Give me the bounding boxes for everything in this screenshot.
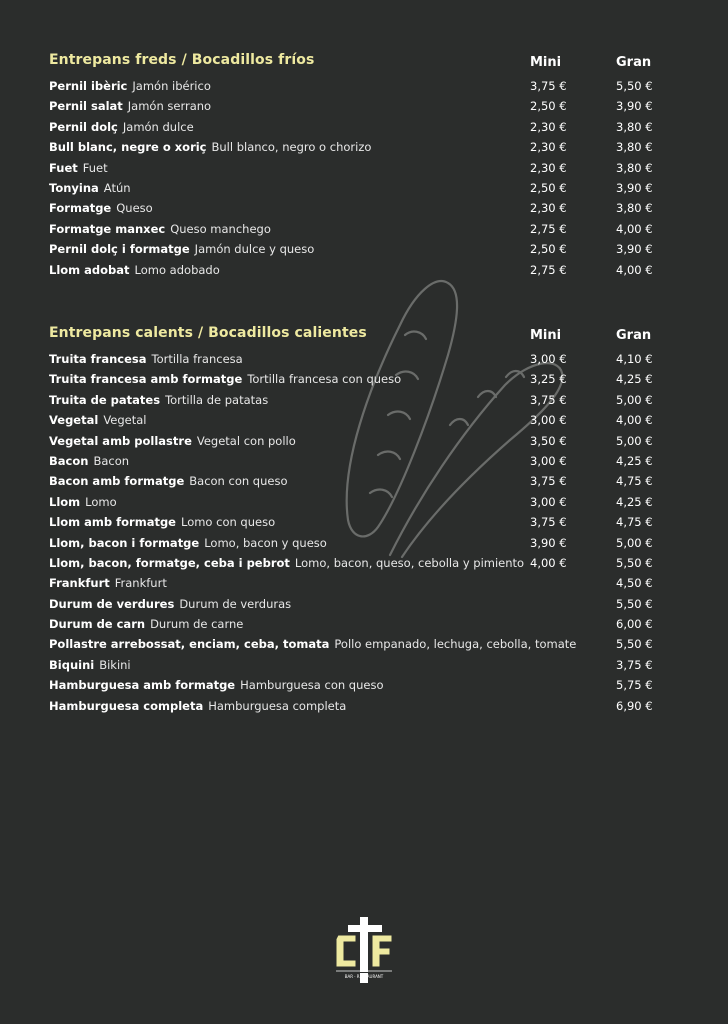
item-gran-price: 4,25 € (616, 453, 653, 468)
item-gran-price: 5,50 € (616, 596, 653, 611)
hot-gran-header: Gran (616, 328, 652, 343)
menu-item-row (49, 349, 669, 369)
menu-item-row (49, 655, 669, 675)
item-name: Tonyina (49, 180, 99, 195)
item-name: Pernil ibèric (49, 79, 128, 93)
item-mini-price: 3,75 € (530, 515, 567, 530)
item-name: Llom, bacon, formatge, ceba i pebrot (49, 555, 290, 570)
item-gran-price: 3,80 € (616, 140, 653, 155)
item-mini-price: 3,75 € (530, 392, 567, 407)
item-gran-price: 5,75 € (616, 678, 653, 693)
item-name: Llom (49, 494, 81, 509)
item-translation: Hamburguesa completa (208, 698, 347, 713)
menu-item-row (49, 431, 669, 451)
item-mini-price: 3,00 € (530, 494, 567, 509)
menu-item-row (49, 260, 669, 280)
item-gran-price: 6,90 € (616, 698, 653, 713)
item-mini-price: 3,50 € (530, 433, 567, 448)
item-mini-price: 2,30 € (530, 119, 567, 134)
item-name: Formatge (49, 201, 112, 216)
menu-item-row (49, 634, 669, 654)
item-gran-price: 4,10 € (616, 352, 653, 366)
item-translation: Tortilla francesa (151, 352, 243, 366)
item-gran-price: 4,00 € (616, 221, 653, 236)
item-translation: Jamón dulce y queso (194, 242, 315, 257)
menu-item-row (49, 198, 669, 218)
item-name: Frankfurt (49, 576, 110, 591)
item-translation: Atún (103, 180, 131, 195)
item-gran-price: 3,90 € (616, 242, 653, 257)
item-gran-price: 4,25 € (616, 372, 653, 387)
item-mini-price: 2,50 € (530, 242, 567, 257)
cold-items-list (49, 76, 669, 280)
item-mini-price: 3,75 € (530, 474, 567, 489)
item-name: Hamburguesa amb formatge (49, 678, 236, 693)
item-gran-price: 4,50 € (616, 576, 653, 591)
item-gran-price: 5,00 € (616, 392, 653, 407)
menu-item-row (49, 533, 669, 553)
item-mini-price: 2,30 € (530, 201, 567, 216)
item-translation: Bacon (93, 453, 130, 468)
item-name: Bull blanc, negre o xoriç (49, 140, 207, 155)
item-name: Formatge manxec (49, 221, 166, 236)
menu-item-row (49, 614, 669, 634)
item-translation: Lomo con queso (180, 515, 276, 530)
menu-item-row (49, 573, 669, 593)
menu-item-row (49, 178, 669, 198)
menu-item-row (49, 553, 669, 573)
hot-section-header (49, 325, 669, 349)
item-name: Bacon amb formatge (49, 474, 185, 489)
item-translation: Lomo (85, 494, 117, 509)
item-mini-price: 3,90 € (530, 535, 567, 550)
item-translation: Queso manchego (170, 221, 271, 236)
item-gran-price: 5,50 € (616, 555, 653, 570)
item-name: Hamburguesa completa (49, 698, 204, 713)
menu-item-row (49, 410, 669, 430)
item-translation: Fuet (82, 160, 108, 175)
cold-mini-header: Mini (530, 55, 562, 70)
hot-items-list (49, 349, 669, 716)
menu-item-row (49, 117, 669, 137)
item-gran-price: 3,90 € (616, 99, 653, 114)
item-gran-price: 4,75 € (616, 474, 653, 489)
menu-item-row (49, 369, 669, 389)
item-gran-price: 5,00 € (616, 535, 653, 550)
item-name: Pernil dolç i formatge (49, 242, 190, 257)
item-gran-price: 4,25 € (616, 494, 653, 509)
item-name: Durum de carn (49, 617, 146, 632)
cold-sandwiches-section (49, 52, 669, 280)
item-gran-price: 5,00 € (616, 433, 653, 448)
item-translation: Jamón serrano (127, 99, 212, 114)
item-translation: Jamón dulce (122, 119, 194, 134)
menu-item-row (49, 239, 669, 259)
item-gran-price: 3,75 € (616, 657, 653, 672)
item-translation: Tortilla francesa con queso (247, 372, 402, 387)
item-name: Biquini (49, 657, 95, 672)
item-name: Vegetal amb pollastre (49, 433, 192, 448)
item-gran-price: 4,00 € (616, 413, 653, 428)
item-name: Llom, bacon i formatge (49, 535, 200, 550)
item-translation: Bikini (99, 657, 131, 672)
item-mini-price: 2,75 € (530, 221, 567, 236)
item-name: Fuet (49, 160, 78, 175)
menu-item-row (49, 96, 669, 116)
menu-item-row (49, 219, 669, 239)
item-gran-price: 4,75 € (616, 515, 653, 530)
ctf-logo-icon (330, 915, 398, 985)
item-name: Vegetal (49, 413, 99, 428)
item-translation: Bull blanco, negro o chorizo (211, 140, 372, 155)
item-mini-price: 3,00 € (530, 413, 567, 428)
item-translation: Lomo, bacon, queso, cebolla y pimiento (294, 555, 525, 570)
item-translation: Queso (116, 201, 153, 216)
item-mini-price: 3,75 € (530, 79, 567, 93)
item-name: Llom adobat (49, 262, 130, 277)
item-gran-price: 5,50 € (616, 637, 653, 652)
item-mini-price: 4,00 € (530, 555, 567, 570)
menu-item-row (49, 137, 669, 157)
item-translation: Durum de carne (150, 617, 244, 632)
item-name: Llom amb formatge (49, 515, 176, 530)
cold-section-title: Entrepans freds / Bocadillos fríos (49, 52, 315, 68)
logo-tagline: BAR · RESTAURANT (344, 974, 384, 979)
item-name: Pernil salat (49, 99, 123, 114)
menu-item-row (49, 696, 669, 716)
item-name: Truita francesa amb formatge (49, 372, 243, 387)
item-mini-price: 2,50 € (530, 99, 567, 114)
item-mini-price: 2,30 € (530, 140, 567, 155)
item-name: Pollastre arrebossat, enciam, ceba, tomata (49, 637, 330, 652)
item-translation: Pollo empanado, lechuga, cebolla, tomate (334, 637, 577, 652)
item-name: Truita de patates (49, 392, 161, 407)
item-gran-price: 3,90 € (616, 180, 653, 195)
item-mini-price: 3,25 € (530, 372, 567, 387)
cold-gran-header: Gran (616, 55, 652, 70)
menu-item-row (49, 390, 669, 410)
item-translation: Frankfurt (114, 576, 167, 591)
menu-item-row (49, 471, 669, 491)
menu-item-row (49, 675, 669, 695)
item-translation: Jamón ibérico (132, 79, 211, 93)
cold-section-header (49, 52, 669, 76)
item-gran-price: 3,80 € (616, 119, 653, 134)
item-mini-price: 3,00 € (530, 453, 567, 468)
item-gran-price: 6,00 € (616, 617, 653, 632)
menu-item-row (49, 158, 669, 178)
item-name: Pernil dolç (49, 119, 118, 134)
hot-mini-header: Mini (530, 328, 562, 343)
item-gran-price: 3,80 € (616, 160, 653, 175)
item-name: Bacon (49, 453, 89, 468)
hot-section-title: Entrepans calents / Bocadillos calientes (49, 325, 367, 341)
item-mini-price: 2,50 € (530, 180, 567, 195)
item-mini-price: 3,00 € (530, 352, 567, 366)
hot-sandwiches-section (49, 325, 669, 716)
item-translation: Durum de verduras (179, 596, 292, 611)
item-gran-price: 4,00 € (616, 262, 653, 277)
item-translation: Hamburguesa con queso (240, 678, 384, 693)
item-mini-price: 2,75 € (530, 262, 567, 277)
menu-item-row (49, 512, 669, 532)
item-name: Truita francesa (49, 352, 147, 366)
menu-item-row (49, 451, 669, 471)
item-translation: Tortilla de patatas (165, 392, 269, 407)
item-translation: Lomo adobado (134, 262, 220, 277)
menu-item-row (49, 492, 669, 512)
item-translation: Lomo, bacon y queso (204, 535, 327, 550)
menu-item-row (49, 594, 669, 614)
item-gran-price: 3,80 € (616, 201, 653, 216)
item-mini-price: 2,30 € (530, 160, 567, 175)
menu-item-row (49, 76, 669, 96)
item-translation: Vegetal (103, 413, 147, 428)
item-translation: Bacon con queso (189, 474, 288, 489)
item-gran-price: 5,50 € (616, 79, 653, 93)
item-translation: Vegetal con pollo (196, 433, 296, 448)
item-name: Durum de verdures (49, 596, 175, 611)
